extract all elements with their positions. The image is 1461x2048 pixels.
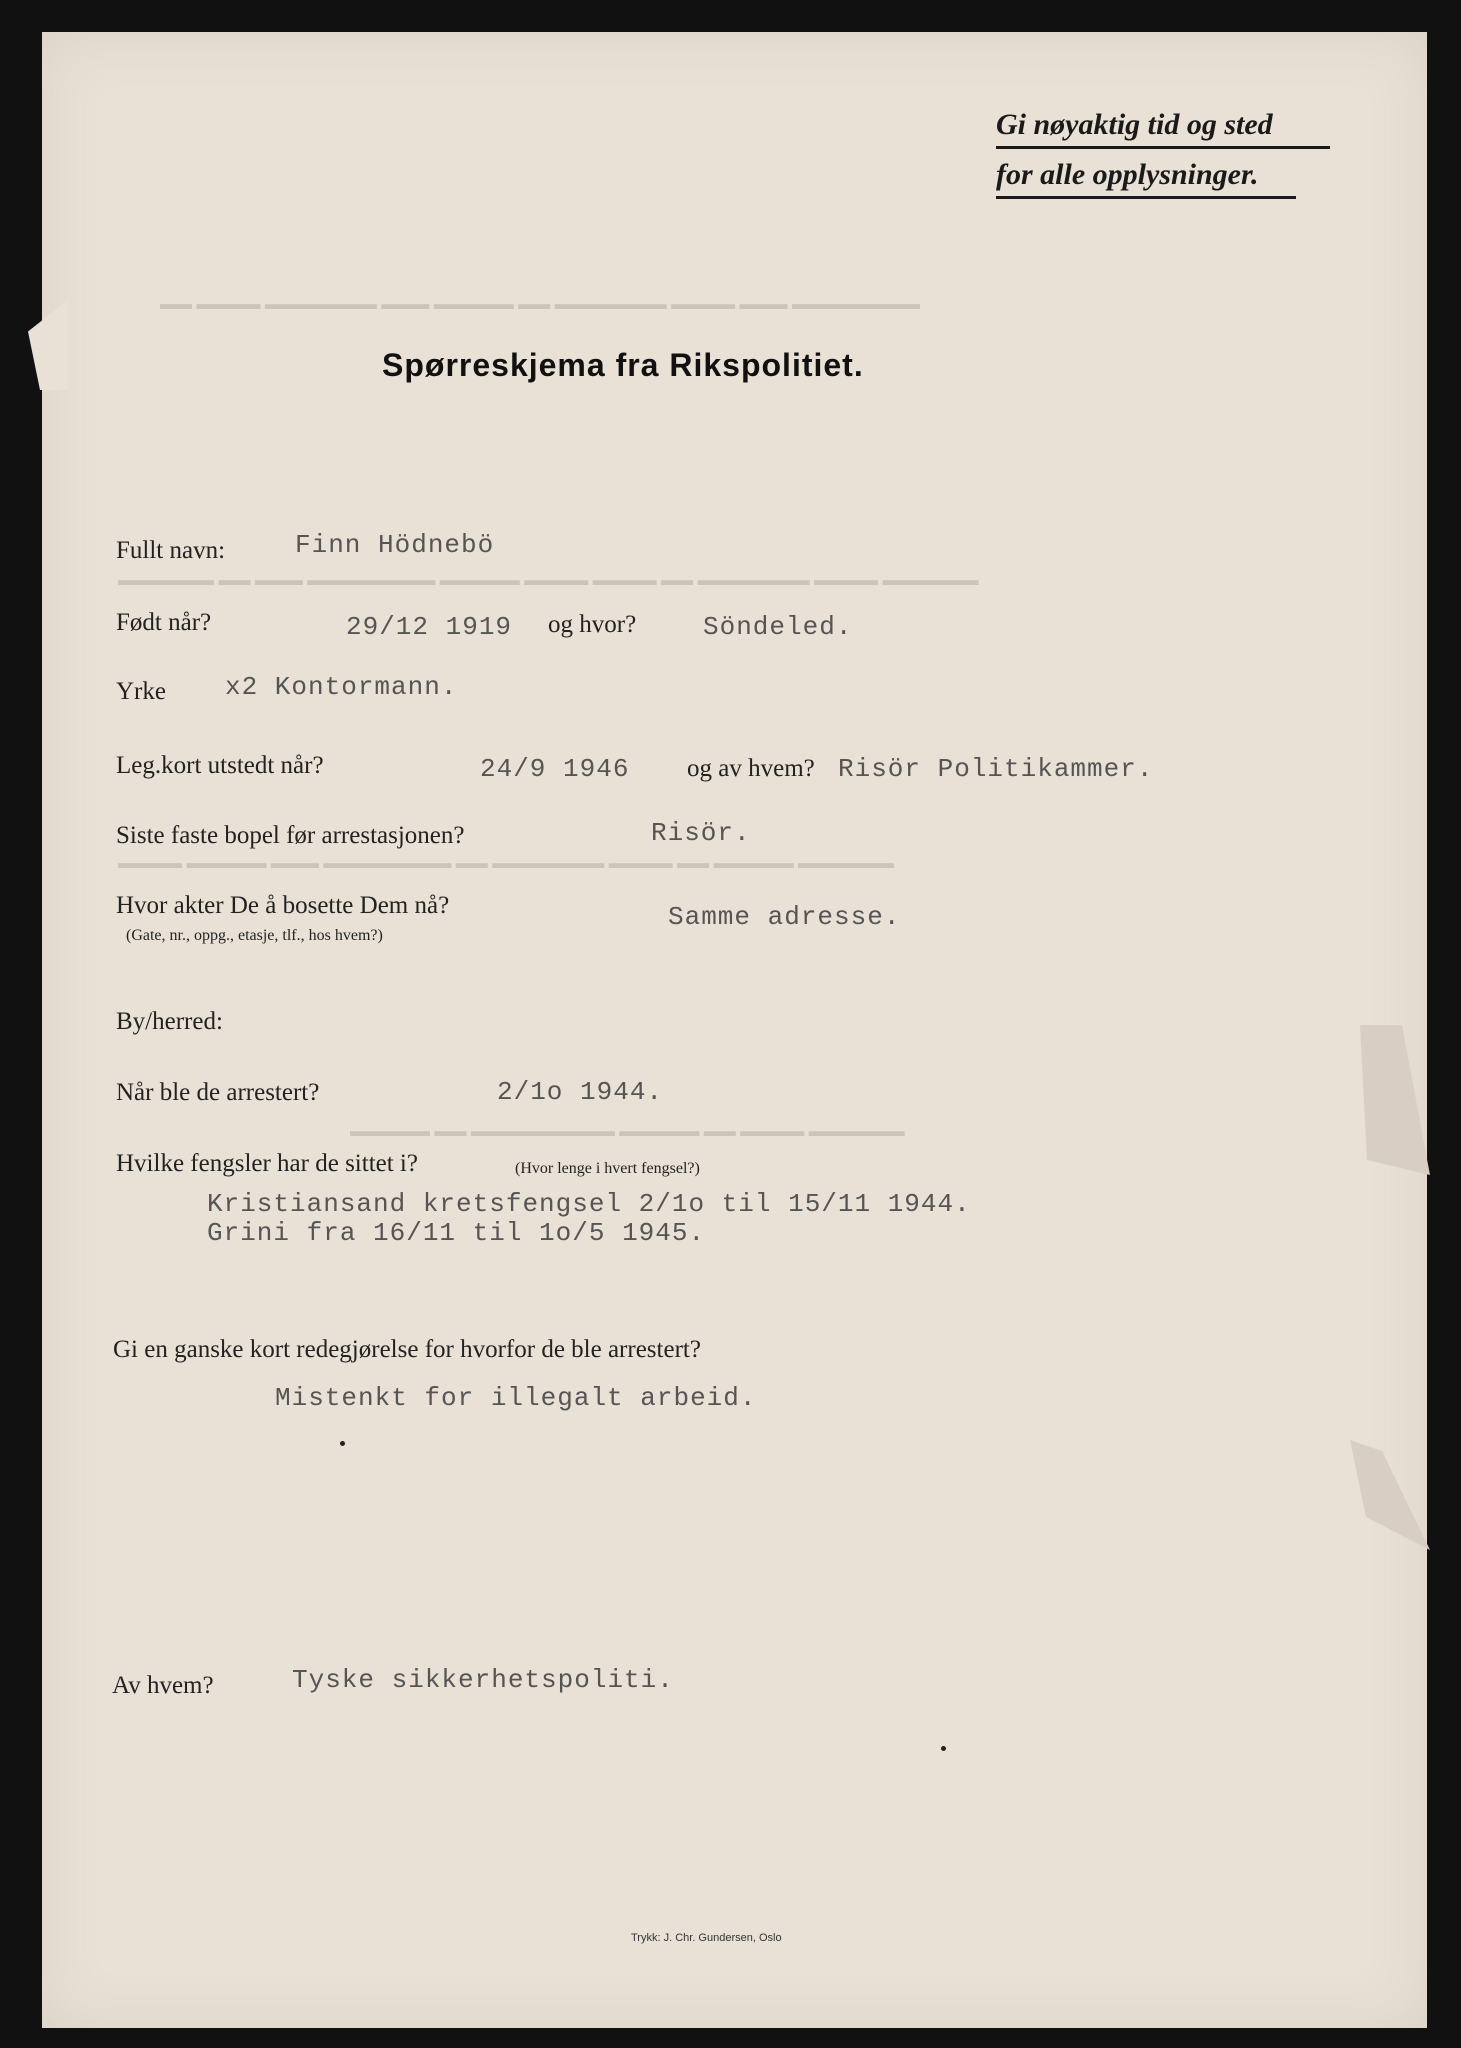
bleed-through-text: ▬▬ ▬▬▬▬ ▬▬▬▬▬▬▬ ▬▬▬ ▬▬▬▬▬ ▬▬ ▬▬▬▬▬▬▬ ▬▬▬▬ ▬▬▬ ▬▬▬▬▬▬▬▬: [160, 296, 921, 313]
arrested-when-label: Når ble de arrestert?: [116, 1079, 320, 1106]
full-name-value: Finn Hödnebö: [295, 530, 495, 560]
bleed-through-text: ▬▬▬▬▬ ▬▬ ▬▬▬▬▬▬▬▬▬ ▬▬▬▬▬ ▬▬ ▬▬▬▬ ▬▬▬▬▬▬: [350, 1123, 905, 1140]
reason-value: Mistenkt for illegalt arbeid.: [275, 1383, 757, 1413]
note-underline: [996, 196, 1296, 199]
born-when-value: 29/12 1919: [346, 612, 513, 642]
occupation-label: Yrke: [116, 678, 166, 705]
last-residence-value: Risör.: [651, 818, 751, 848]
born-where-label: og hvor?: [548, 611, 637, 638]
born-when-label: Født når?: [116, 609, 212, 636]
bleed-through-text: ▬▬▬▬ ▬▬▬▬▬ ▬▬▬ ▬▬▬▬▬▬▬▬ ▬▬ ▬▬▬▬▬▬▬ ▬▬▬▬ ▬▬ ▬▬▬▬▬ ▬▬▬▬▬▬: [118, 855, 895, 872]
instruction-note-line1: Gi nøyaktig tid og sted: [996, 108, 1273, 141]
arrested-by-label: Av hvem?: [112, 1672, 214, 1699]
prisons-label: Hvilke fengsler har de sittet i?: [116, 1150, 418, 1177]
arrested-when-value: 2/1o 1944.: [497, 1077, 664, 1107]
form-title: Spørreskjema fra Rikspolitiet.: [382, 347, 864, 383]
arrested-by-value: Tyske sikkerhetspoliti.: [292, 1665, 674, 1695]
occupation-value: x2 Kontormann.: [225, 672, 458, 702]
settle-where-value: Samme adresse.: [668, 902, 901, 932]
id-issued-by-label: og av hvem?: [687, 755, 815, 782]
prisons-sublabel: (Hvor lenge i hvert fengsel?): [515, 1160, 700, 1177]
printer-credit: Trykk: J. Chr. Gundersen, Oslo: [631, 1932, 782, 1944]
last-residence-label: Siste faste bopel før arrestasjonen?: [116, 822, 465, 849]
bleed-through-text: ▬▬▬▬▬▬ ▬▬ ▬▬▬ ▬▬▬▬▬▬▬▬ ▬▬▬▬▬ ▬▬▬▬ ▬▬▬▬ ▬▬ ▬▬▬▬▬▬▬ ▬▬▬▬ ▬▬▬▬▬▬: [118, 572, 979, 589]
instruction-note-line2: for alle opplysninger.: [996, 158, 1259, 191]
id-issued-when-value: 24/9 1946: [480, 754, 630, 784]
prisons-line1: Kristiansand kretsfengsel 2/1o til 15/11 1944.: [207, 1189, 971, 1219]
id-issued-when-label: Leg.kort utstedt når?: [116, 752, 324, 779]
ink-dot: [340, 1441, 345, 1446]
reason-label: Gi en ganske kort redegjørelse for hvorfor de ble arrestert?: [113, 1336, 701, 1363]
municipality-label: By/herred:: [116, 1008, 223, 1035]
full-name-label: Fullt navn:: [116, 537, 226, 564]
form-sheet: [42, 32, 1427, 2028]
settle-where-label: Hvor akter De å bosette Dem nå?: [116, 892, 450, 919]
settle-where-sublabel: (Gate, nr., oppg., etasje, tlf., hos hvem?): [126, 927, 383, 944]
prisons-line2: Grini fra 16/11 til 1o/5 1945.: [207, 1218, 706, 1248]
ink-dot: [941, 1746, 946, 1751]
note-underline: [996, 146, 1330, 149]
born-where-value: Söndeled.: [703, 612, 853, 642]
id-issued-by-value: Risör Politikammer.: [838, 754, 1154, 784]
